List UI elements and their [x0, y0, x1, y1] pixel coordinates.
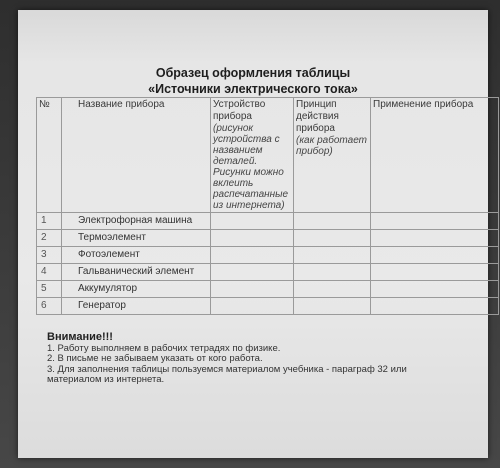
row-number: 4: [37, 264, 62, 281]
table-header-row: [37, 98, 499, 213]
title-line-2: «Источники электрического тока»: [148, 82, 358, 96]
title-line-1: Образец оформления таблицы: [155, 66, 351, 80]
row-number: 1: [37, 213, 62, 230]
row-device-cell: [211, 247, 294, 264]
row-principle-cell: [294, 213, 371, 230]
table-row: [37, 298, 499, 315]
notice-item: 3. Для заполнения таблицы пользуемся материалом учебника - параграф 32 или материалом из интернета.: [47, 363, 407, 385]
header-principle-note: (как работает прибор): [296, 135, 367, 157]
row-principle-cell: [294, 281, 371, 298]
notice-item: 2. В письме не забываем указать от кого работа.: [47, 353, 263, 364]
header-principle-label: Принцип действия прибора: [296, 99, 339, 134]
row-name: Термоэлемент: [62, 230, 211, 247]
header-number: №: [37, 98, 62, 213]
row-application-cell: [371, 230, 499, 247]
row-device-cell: [211, 264, 294, 281]
table-row: [37, 264, 499, 281]
row-application-cell: [371, 281, 499, 298]
row-principle-cell: [294, 264, 371, 281]
notice-heading: Внимание!!!: [47, 331, 113, 343]
row-application-cell: [371, 298, 499, 315]
row-device-cell: [211, 298, 294, 315]
row-name: Генератор: [62, 298, 211, 315]
row-application-cell: [371, 213, 499, 230]
header-application: Применение прибора: [371, 98, 499, 213]
row-principle-cell: [294, 298, 371, 315]
header-device: [211, 98, 294, 213]
header-device-note: (рисунок устройства с названием деталей. Рисунки можно вклеить распечатанные из интернета): [213, 123, 289, 211]
notice-block: [47, 332, 447, 386]
row-principle-cell: [294, 230, 371, 247]
notice-item: 1. Работу выполняем в рабочих тетрадях по физике.: [47, 342, 281, 354]
row-name: Гальванический элемент: [62, 264, 211, 281]
row-principle-cell: [294, 247, 371, 264]
row-number: 2: [37, 230, 62, 247]
header-name: Название прибора: [62, 98, 211, 213]
row-number: 6: [37, 298, 62, 315]
row-number: 5: [37, 281, 62, 298]
row-device-cell: [211, 213, 294, 230]
row-name: Аккумулятор: [62, 281, 211, 298]
document-title: [18, 65, 488, 97]
header-principle: [294, 98, 371, 213]
row-device-cell: [211, 230, 294, 247]
row-device-cell: [211, 281, 294, 298]
row-application-cell: [371, 247, 499, 264]
row-application-cell: [371, 264, 499, 281]
table-row: [37, 213, 499, 230]
table-row: [37, 281, 499, 298]
header-device-label: Устройство прибора: [213, 99, 266, 122]
devices-table: [36, 97, 499, 315]
row-number: 3: [37, 247, 62, 264]
table-row: [37, 230, 499, 247]
row-name: Фотоэлемент: [62, 247, 211, 264]
row-name: Электрофорная машина: [62, 213, 211, 230]
table-row: [37, 247, 499, 264]
